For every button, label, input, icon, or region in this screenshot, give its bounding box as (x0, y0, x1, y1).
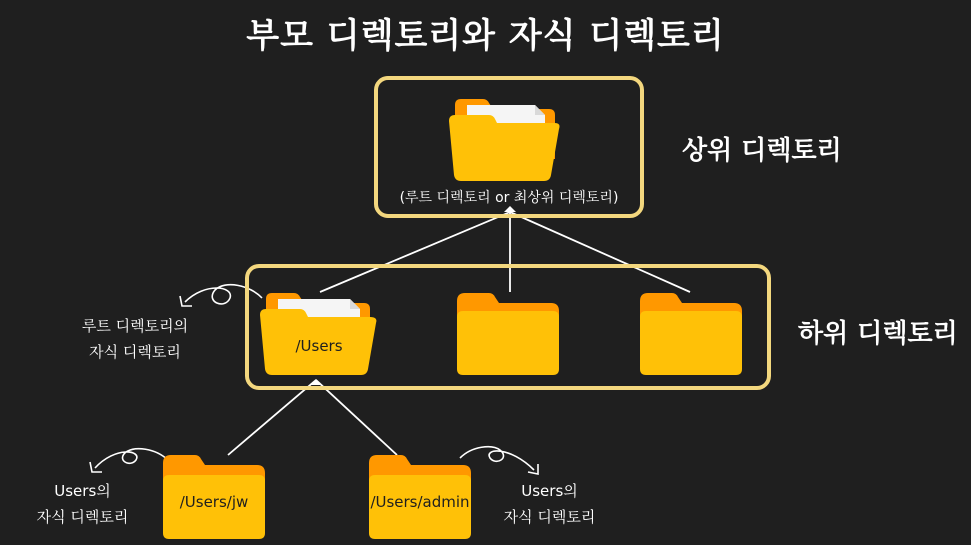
folder-users-label: /Users (295, 337, 343, 355)
folder-users-admin[interactable] (369, 455, 471, 539)
connector-users-jw (228, 380, 316, 455)
annotation-jw (25, 478, 140, 530)
annotation-users-line2: 자식 디렉토리 (89, 343, 181, 361)
root-caption: (루트 디렉토리 or 최상위 디렉토리) (399, 190, 619, 206)
folder-users-admin-label: /Users/admin (370, 493, 470, 511)
open-folder-icon (449, 99, 561, 181)
folder-icon (457, 293, 559, 375)
page-title: 부모 디렉토리와 자식 디렉토리 (246, 16, 725, 56)
annotation-arrow-admin (460, 447, 538, 474)
folder-icon (640, 293, 742, 375)
folder-child-3[interactable] (640, 293, 742, 375)
annotation-jw-line1: Users의 (54, 482, 111, 500)
root-folder[interactable] (449, 99, 561, 181)
child-directory-label: 하위 디렉토리 (798, 319, 958, 349)
annotation-admin (492, 478, 607, 530)
annotation-admin-line1: Users의 (521, 482, 578, 500)
annotation-arrow-jw (90, 449, 168, 472)
parent-directory-label: 상위 디렉토리 (682, 136, 842, 166)
folder-users-jw-label: /Users/jw (179, 493, 249, 511)
annotation-admin-line2: 자식 디렉토리 (503, 508, 596, 526)
folder-child-2[interactable] (457, 293, 559, 375)
folder-users[interactable] (260, 293, 378, 375)
annotation-users-line1: 루트 디렉토리의 (81, 317, 189, 335)
folder-users-jw[interactable] (163, 455, 265, 539)
annotation-users (70, 313, 200, 365)
connector-users-admin (316, 380, 397, 455)
annotation-jw-line2: 자식 디렉토리 (36, 508, 129, 526)
open-folder-icon (260, 293, 378, 375)
